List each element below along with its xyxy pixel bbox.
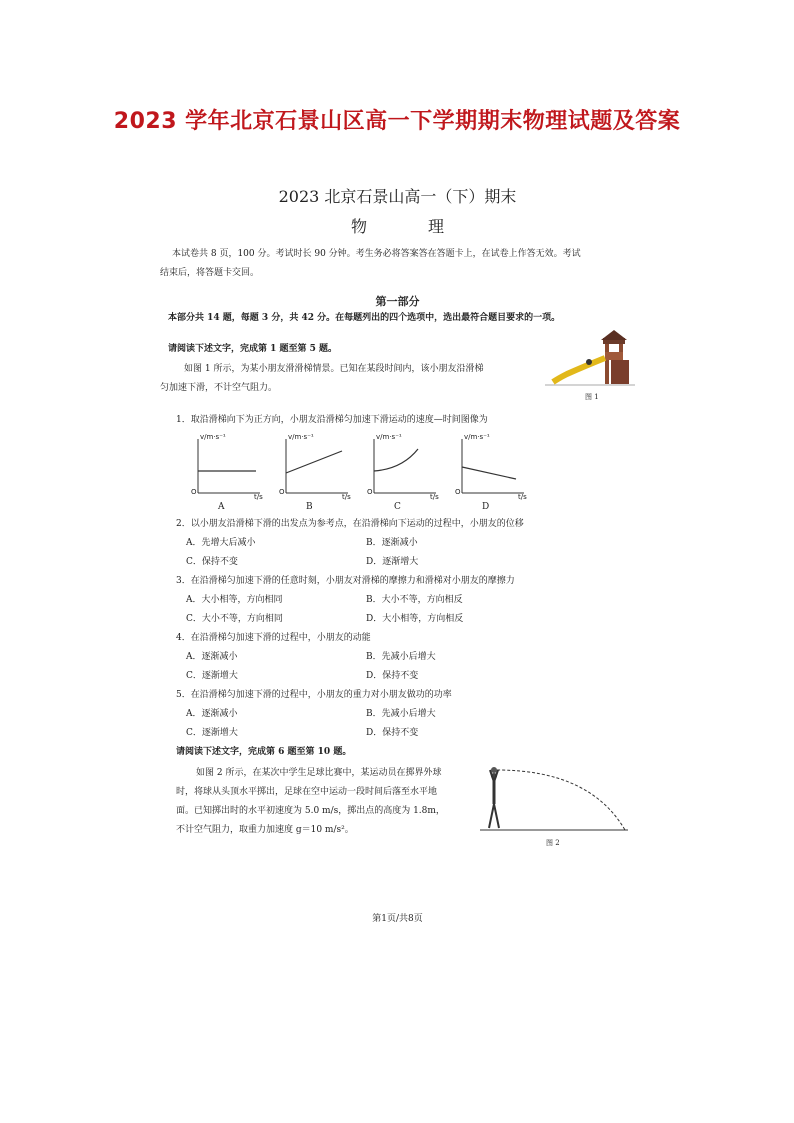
graph-d-origin: O: [455, 488, 461, 496]
reading2-text-2: 时，将球从头顶水平掷出，足球在空中运动一段时间后落至水平地: [176, 787, 438, 797]
q5-stem: 5．在沿滑梯匀加速下滑的过程中，小朋友的重力对小朋友做功的功率: [176, 690, 452, 700]
graph-c-x-label: t/s: [430, 493, 439, 501]
q2-stem: 2．以小朋友沿滑梯下滑的出发点为参考点，在沿滑梯向下运动的过程中，小朋友的位移: [176, 519, 524, 529]
graph-d-y-label: v/m·s⁻¹: [464, 433, 490, 441]
reading1-text-1: 如图 1 所示，为某小朋友滑滑梯情景。已知在某段时间内，该小朋友沿滑梯: [184, 364, 484, 374]
graph-b-y-label: v/m·s⁻¹: [288, 433, 314, 441]
q4-stem: 4．在沿滑梯匀加速下滑的过程中，小朋友的动能: [176, 633, 371, 643]
q1-graph-c: [366, 435, 438, 515]
part1-heading: 第一部分: [375, 295, 420, 308]
graph-b-x-label: t/s: [342, 493, 351, 501]
q5-option-b: B．先减小后增大: [366, 709, 436, 719]
graph-d-option: D: [482, 502, 490, 512]
graph-c-axes: [366, 435, 438, 499]
graph-d-x-label: t/s: [518, 493, 527, 501]
graph-d-axes: [454, 435, 526, 499]
q4-option-c: C．逐渐增大: [186, 671, 238, 681]
exam-title: 2023 北京石景山高一（下）期末: [278, 187, 517, 206]
graph-a-origin: O: [191, 488, 197, 496]
graph-c-y-label: v/m·s⁻¹: [376, 433, 402, 441]
q5-option-a: A．逐渐减小: [186, 709, 238, 719]
q3-stem: 3．在沿滑梯匀加速下滑的任意时刻，小朋友对滑梯的摩擦力和滑梯对小朋友的摩擦力: [176, 576, 515, 586]
q4-option-b: B．先减小后增大: [366, 652, 436, 662]
intro-line-1: 本试卷共 8 页，100 分。考试时长 90 分钟。考生务必将答案答在答题卡上，在试卷上作答无效。考试: [172, 249, 581, 259]
q2-option-d: D．逐渐增大: [366, 557, 419, 567]
graph-c-origin: O: [367, 488, 373, 496]
q1-stem: 1．取沿滑梯向下为正方向，小朋友沿滑梯匀加速下滑运动的速度—时间图像为: [176, 415, 488, 425]
q2-option-a: A．先增大后减小: [186, 538, 256, 548]
exam-subject: 物 理: [350, 217, 473, 236]
q2-option-b: B．逐渐减小: [366, 538, 418, 548]
reading1-prompt: 请阅读下述文字，完成第 1 题至第 5 题。: [168, 344, 338, 354]
graph-a-axes: [190, 435, 262, 499]
graph-a-y-label: v/m·s⁻¹: [200, 433, 226, 441]
q3-option-d: D．大小相等，方向相反: [366, 614, 464, 624]
reading2-text-1: 如图 2 所示，在某次中学生足球比赛中，某运动员在掷界外球: [196, 768, 442, 778]
intro-line-2: 结束后，将答题卡交回。: [160, 268, 260, 278]
document-banner-title: 2023 学年北京石景山区高一下学期期末物理试题及答案: [113, 109, 681, 134]
graph-c-option: C: [394, 502, 401, 512]
throw-in-illustration: [480, 764, 630, 839]
q5-option-c: C．逐渐增大: [186, 728, 238, 738]
page-footer: 第1页/共8页: [372, 914, 423, 924]
graph-a-option: A: [218, 502, 225, 512]
reading1-text-2: 匀加速下滑，不计空气阻力。: [160, 383, 278, 393]
figure1-caption: 图 1: [585, 393, 599, 401]
graph-a-x-label: t/s: [254, 493, 263, 501]
q3-option-a: A．大小相等，方向相同: [186, 595, 283, 605]
q4-option-d: D．保持不变: [366, 671, 419, 681]
graph-b-axes: [278, 435, 350, 499]
q1-graph-d: [454, 435, 526, 515]
q5-option-d: D．保持不变: [366, 728, 419, 738]
q1-graph-b: [278, 435, 350, 515]
q2-option-c: C．保持不变: [186, 557, 238, 567]
q3-option-c: C．大小不等，方向相同: [186, 614, 283, 624]
graph-b-origin: O: [279, 488, 285, 496]
graph-b-option: B: [306, 502, 313, 512]
figure2-caption: 图 2: [546, 839, 560, 847]
part1-instruction: 本部分共 14 题，每题 3 分，共 42 分。在每题列出的四个选项中，选出最符合题目要求的一项。: [168, 313, 561, 323]
reading2-text-4: 不计空气阻力，取重力加速度 g＝10 m/s²。: [176, 825, 354, 835]
q1-graph-a: [190, 435, 262, 515]
exam-page: [160, 180, 635, 930]
reading2-text-3: 面。已知掷出时的水平初速度为 5.0 m/s，掷出点的高度为 1.8m，: [176, 806, 445, 816]
q4-option-a: A．逐渐减小: [186, 652, 238, 662]
slide-illustration: [545, 330, 635, 390]
reading2-prompt: 请阅读下述文字，完成第 6 题至第 10 题。: [176, 747, 352, 757]
q3-option-b: B．大小不等，方向相反: [366, 595, 463, 605]
